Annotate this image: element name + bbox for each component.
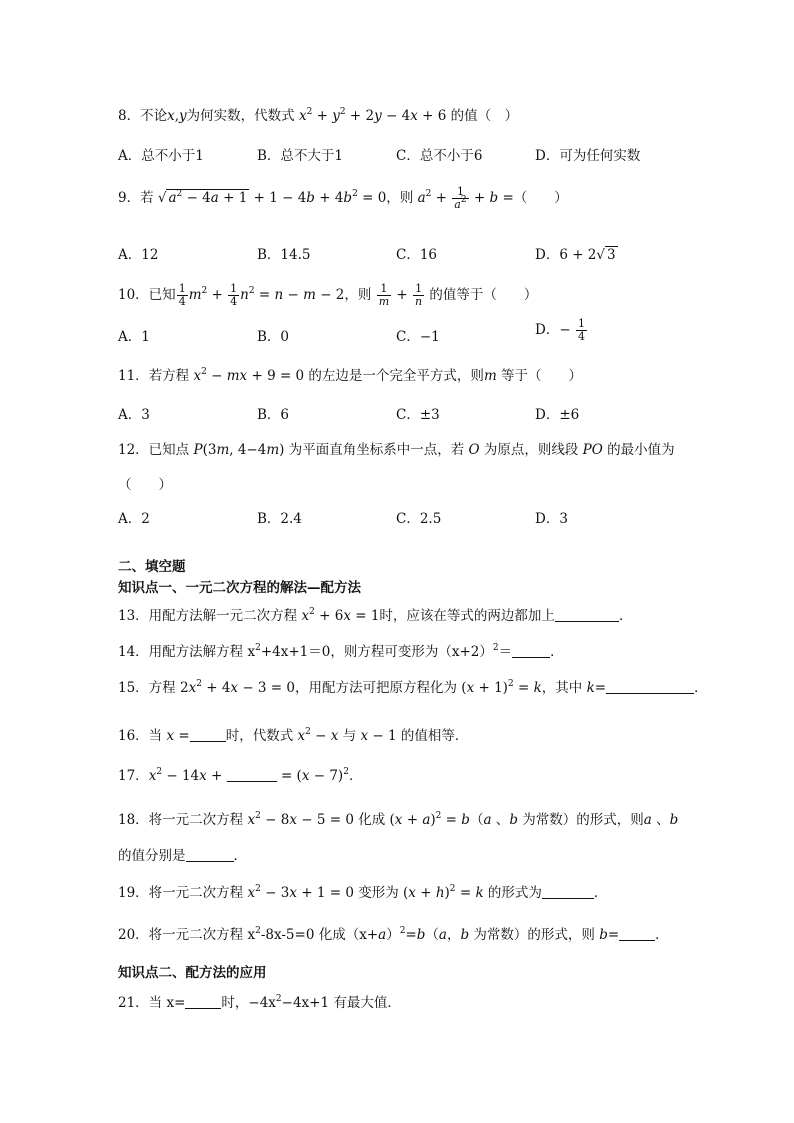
option-b: B．0 [257, 329, 290, 345]
question-9: 9．若 √ $a^2 - 4a + 1 + 1 - 4b + 4b^2 = 0$，则 $a^2$ + $\frac{1}{a^2}$ + b =（ ） [118, 185, 568, 211]
question-8: 8．不论x,y为何实数，代数式 $x^2 + y^2 + 2y - 4x + 6$ 的值（ ） [118, 107, 519, 124]
question-10: 10．已知 $\frac{1}{4}$ $m^2$ + $\frac{1}{4}$ $n^2 = n - m - 2$，则 $\frac{1}{m}$ + $\frac{1}{n}$ 的值等于（ ） [118, 282, 538, 308]
answer-blank[interactable] [555, 607, 619, 622]
option-c: C．16 [396, 247, 438, 263]
knowledge-point-1: 知识点一、一元二次方程的解法—配方法 [118, 580, 361, 596]
question-13: 13．用配方法解一元二次方程 $x^2 + 6x = 1$时，应该在等式的两边都加上 ． [118, 607, 633, 624]
answer-blank[interactable] [227, 767, 277, 782]
option-b: B．总不大于1 [257, 148, 344, 164]
option-a: A．12 [118, 247, 159, 263]
answer-blank[interactable] [606, 679, 694, 694]
option-a: A．3 [118, 407, 150, 423]
question-9-options [118, 243, 718, 263]
option-d: D．− $\frac{1}{4}$ [535, 317, 585, 343]
question-20: 20．将一元二次方程 $x^2-8x-5=0$ 化成$(x+a)^2=b(a$，b 为常数）的形式，则 b= ． [118, 926, 669, 943]
question-12: 12．已知点 P(3m, 4−4m) 为平面直角坐标系中一点，若 O 为原点，则线段 PO 的最小值为 [118, 442, 675, 458]
option-a: A．总不小于1 [118, 148, 204, 164]
question-18: 18．将一元二次方程 $x^2 - 8x - 5 = 0$ 化成 $(x + a)^2 = b(a$ 、b 为常数）的形式，则a 、b [118, 811, 679, 828]
option-a: A．2 [118, 511, 150, 527]
question-12-bracket: （ ） [118, 477, 172, 493]
knowledge-point-2: 知识点二、配方法的应用 [118, 965, 267, 981]
question-12-options [118, 507, 718, 527]
question-17: 17．$x^2 - 14x$ + = $(x - 7)^2$． [118, 767, 363, 784]
option-c: C．2.5 [396, 511, 442, 527]
question-10-options [118, 317, 718, 345]
question-16: 16．当 x = 时，代数式 $x^2 - x$ 与 x − 1 的值相等． [118, 727, 469, 744]
question-14: 14．用配方法解方程 $x^2+4x+1=0$，则方程可变形为$(x+2)^2=$ ． [118, 643, 564, 660]
option-d: D．±6 [535, 407, 580, 423]
option-b: B．14.5 [257, 247, 311, 263]
answer-blank[interactable] [512, 643, 550, 658]
option-c: C．总不小于6 [396, 148, 483, 164]
section-title-fill-in: 二、填空题 [118, 559, 186, 575]
question-15: 15．方程 $2x^2 + 4x - 3 = 0$，用配方法可把原方程化为 $(x + 1)^2 = k$，其中 k= ． [118, 679, 708, 696]
option-b: B．2.4 [257, 511, 302, 527]
answer-blank[interactable] [190, 727, 226, 742]
answer-blank[interactable] [542, 884, 594, 899]
option-b: B．6 [257, 407, 290, 423]
question-19: 19．将一元二次方程 $x^2 - 3x + 1 = 0$ 变形为 $(x + h)^2 = k$ 的形式为 ． [118, 884, 608, 901]
answer-blank[interactable] [185, 994, 221, 1009]
question-11-options [118, 403, 718, 423]
option-c: C．±3 [396, 407, 440, 423]
answer-blank[interactable] [619, 926, 655, 941]
question-11: 11．若方程 $x^2$ − mx + 9 = 0 的左边是一个完全平方式，则m 等于（ ） [118, 367, 583, 384]
question-18-line2: 的值分别是 ． [118, 848, 247, 864]
option-d: D．6 + 2√ 3 [535, 247, 616, 263]
option-d: D．3 [535, 511, 568, 527]
question-8-options [118, 144, 718, 164]
option-c: C．−1 [396, 329, 440, 345]
answer-blank[interactable] [186, 847, 234, 862]
option-d: D．可为任何实数 [535, 148, 641, 164]
question-21: 21．当 x= 时，$-4x^2-4x+1$ 有最大值． [118, 994, 401, 1011]
option-a: A．1 [118, 329, 150, 345]
